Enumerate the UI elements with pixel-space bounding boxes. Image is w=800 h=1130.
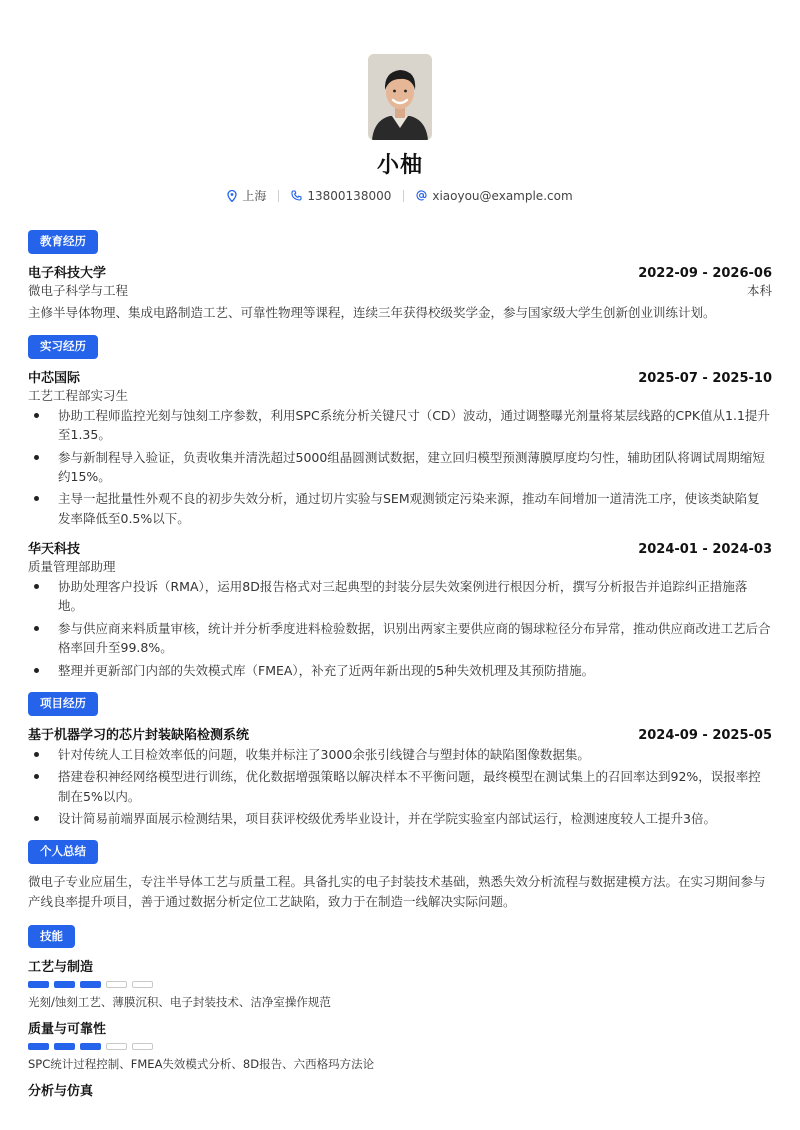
internship-entry bbox=[28, 538, 772, 680]
skill-name: 工艺与制造 bbox=[28, 960, 94, 976]
email-at-icon bbox=[416, 190, 427, 201]
bullet-item: 协助工程师监控光刻与蚀刻工序参数，利用SPC系统分析关键尺寸（CD）波动，通过调整曝光剂量将某层线路的CPK值从1.1提升至1.35。 bbox=[58, 406, 772, 445]
skill-level-segment bbox=[80, 1043, 101, 1050]
skill-level-segment bbox=[106, 1043, 127, 1050]
skills-list bbox=[28, 956, 772, 1099]
internship-date: 2025-07 - 2025-10 bbox=[638, 370, 772, 386]
project-date: 2024-09 - 2025-05 bbox=[638, 727, 772, 743]
skill-level-segment bbox=[28, 981, 49, 988]
section-title-project: 项目经历 bbox=[28, 692, 98, 716]
section-title-summary: 个人总结 bbox=[28, 840, 98, 864]
education-description: 主修半导体物理、集成电路制造工艺、可靠性物理等课程，连续三年获得校级奖学金，参与国家级大学生创新创业训练计划。 bbox=[28, 304, 716, 320]
avatar-portrait-icon bbox=[368, 54, 432, 140]
internship-section bbox=[28, 335, 772, 680]
skill-item bbox=[28, 1018, 772, 1072]
skill-item bbox=[28, 1080, 772, 1099]
education-date: 2022-09 - 2026-06 bbox=[638, 265, 772, 281]
bullet-item: 搭建卷积神经网络模型进行训练，优化数据增强策略以解决样本不平衡问题，最终模型在测试集上的召回率达到92%，误报率控制在5%以内。 bbox=[58, 767, 772, 806]
skill-level-segment bbox=[106, 981, 127, 988]
skill-level-segment bbox=[28, 1043, 49, 1050]
school-name: 电子科技大学 bbox=[28, 265, 107, 281]
section-title-skills: 技能 bbox=[28, 925, 75, 949]
project-section bbox=[28, 692, 772, 828]
internship-entry bbox=[28, 367, 772, 528]
bullet-list bbox=[28, 577, 772, 680]
internship-date: 2024-01 - 2024-03 bbox=[638, 542, 772, 558]
bullet-item: 协助处理客户投诉（RMA），运用8D报告格式对三起典型的封装分层失效案例进行根因分析，撰写分析报告并追踪纠正措施落地。 bbox=[58, 577, 772, 616]
email-text[interactable]: xiaoyou@example.com bbox=[432, 188, 573, 203]
company-name: 中芯国际 bbox=[28, 370, 81, 386]
bullet-list bbox=[28, 406, 772, 528]
skill-name: 分析与仿真 bbox=[28, 1084, 94, 1100]
phone-text: 13800138000 bbox=[307, 188, 392, 203]
skill-item bbox=[28, 956, 772, 1010]
major: 微电子科学与工程 bbox=[28, 282, 129, 298]
role: 工艺工程部实习生 bbox=[28, 387, 129, 403]
bullet-item: 整理并更新部门内部的失效模式库（FMEA），补充了近两年新出现的5种失效机理及其预防措施。 bbox=[58, 661, 772, 680]
bullet-item: 主导一起批量性外观不良的初步失效分析，通过切片实验与SEM观测锁定污染来源，推动车间增加一道清洗工序，使该类缺陷复发率降低至0.5%以下。 bbox=[58, 489, 772, 528]
contact-phone bbox=[279, 189, 403, 203]
resume-header bbox=[28, 0, 772, 204]
degree: 本科 bbox=[746, 282, 772, 298]
education-section bbox=[28, 230, 772, 323]
skill-level-segment bbox=[80, 981, 101, 988]
summary-section bbox=[28, 840, 772, 912]
section-title-internship: 实习经历 bbox=[28, 335, 98, 359]
phone-icon bbox=[291, 190, 302, 201]
bullet-item: 参与新制程导入验证，负责收集并清洗超过5000组晶圆测试数据，建立回归模型预测薄膜厚度均匀性，辅助团队将调试周期缩短约15%。 bbox=[58, 448, 772, 487]
skill-name: 质量与可靠性 bbox=[28, 1022, 107, 1038]
skill-level-segment bbox=[132, 1043, 153, 1050]
bullet-item: 参与供应商来料质量审核，统计并分析季度进料检验数据，识别出两家主要供应商的锡球粒径分布异常，推动供应商改进工艺后合格率回升至99.8%。 bbox=[58, 619, 772, 658]
bullet-item: 针对传统人工目检效率低的问题，收集并标注了3000余张引线键合与塑封体的缺陷图像数据集。 bbox=[58, 745, 772, 764]
bullet-item: 设计简易前端界面展示检测结果，项目获评校级优秀毕业设计，并在学院实验室内部试运行，检测速度较人工提升3倍。 bbox=[58, 809, 772, 828]
skill-level-bars bbox=[28, 981, 772, 988]
bullet-list bbox=[28, 745, 772, 829]
company-name: 华天科技 bbox=[28, 542, 81, 558]
skill-level-segment bbox=[54, 981, 75, 988]
role: 质量管理部助理 bbox=[28, 559, 116, 575]
skill-level-bars bbox=[28, 1043, 772, 1050]
skill-level-segment bbox=[132, 981, 153, 988]
candidate-name: 小柚 bbox=[376, 153, 423, 178]
avatar-photo bbox=[368, 54, 432, 140]
location-pin-icon bbox=[227, 190, 237, 202]
skills-section bbox=[28, 925, 772, 1100]
section-title-education: 教育经历 bbox=[28, 230, 98, 254]
skill-description: 光刻/蚀刻工艺、薄膜沉积、电子封装技术、洁净室操作规范 bbox=[28, 995, 331, 1010]
contact-info bbox=[28, 187, 772, 204]
skill-level-segment bbox=[54, 1043, 75, 1050]
location-text: 上海 bbox=[242, 189, 267, 203]
skill-description: SPC统计过程控制、FMEA失效模式分析、8D报告、六西格玛方法论 bbox=[28, 1057, 375, 1072]
contact-location bbox=[215, 187, 278, 204]
summary-text: 微电子专业应届生，专注半导体工艺与质量工程。具备扎实的电子封装技术基础，熟悉失效分析流程与数据建模方法。在实习期间参与产线良率提升项目，善于通过数据分析定位工艺缺陷，致力于在制造一线解决实际问题。 bbox=[28, 874, 766, 910]
project-name: 基于机器学习的芯片封装缺陷检测系统 bbox=[28, 727, 250, 743]
contact-email[interactable] bbox=[404, 189, 584, 203]
